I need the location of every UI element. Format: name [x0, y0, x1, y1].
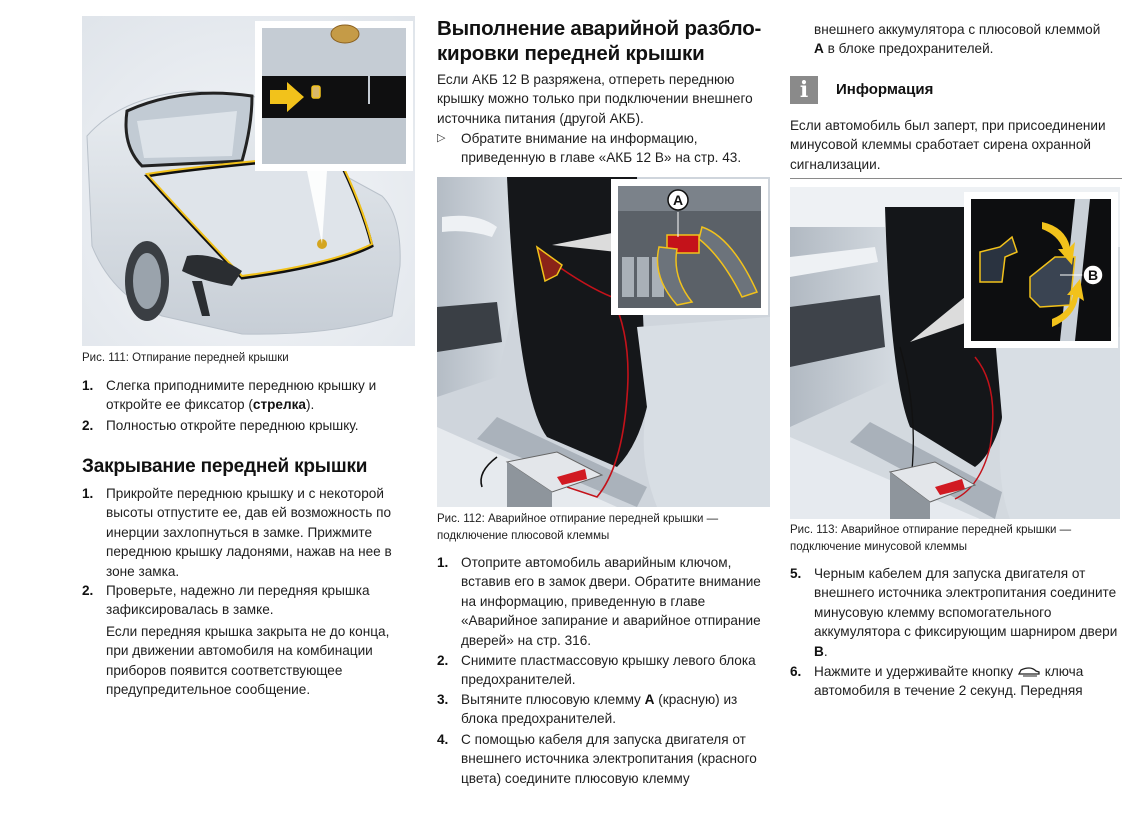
step-number: 4.	[437, 732, 449, 747]
step-text: С помощью кабеля для запуска двигателя от внешнего источника электропитания (красного цвета) соедините плюсовую клемму	[461, 732, 757, 786]
car-trunk-key-icon	[1017, 665, 1041, 677]
figure-113-image	[790, 187, 1120, 519]
info-title: Информация	[836, 81, 934, 98]
step-number: 6.	[790, 664, 802, 679]
step-number: 1.	[437, 555, 449, 570]
section-title-emergency-unlock	[437, 16, 777, 66]
step-6	[790, 662, 1125, 701]
step-text: Слегка приподнимите переднюю крышку и откройте ее фиксатор (	[106, 378, 377, 413]
step-text: Отоприте автомобиль аварийным ключом, вставив его в замок двери. Обратите внимание на информацию, приведенную в главе «Аварийное запирание и аварийное отпирание дверей» на стр. 316.	[461, 555, 761, 648]
triangle-bullet-icon: ▷	[437, 132, 446, 144]
step-number: 3.	[437, 692, 449, 707]
figure-113-label: B	[1087, 267, 1099, 283]
step-note: Если передняя крышка закрыта не до конца, при движении автомобиля на комбинации приборов появится соответствующее предупредительное сообщение.	[106, 623, 390, 698]
step-number: 2.	[437, 653, 449, 668]
step-text-bold: A	[644, 692, 655, 707]
step-text: ключа автомобиля в течение 2 секунд. Передняя	[814, 664, 1084, 699]
step-number: 1.	[82, 486, 94, 501]
figure-113-caption: Рис. 113: Аварийное отпирание передней крышки — подключение минусовой клеммы	[790, 524, 1072, 553]
step-text: Снимите пластмассовую крышку левого блока предохранителей.	[461, 653, 756, 688]
step-number: 2.	[82, 583, 94, 598]
step-text: Полностью откройте переднюю крышку.	[106, 418, 359, 433]
step-text: ).	[305, 397, 315, 413]
step-3	[437, 690, 772, 729]
continuation-text	[814, 20, 1129, 59]
continuation-line: в блоке предохранителей.	[823, 41, 994, 57]
figure-111-caption: Рис. 111: Отпирание передней крышки	[82, 352, 289, 364]
continuation-line: внешнего аккумулятора с плюсовой клеммой	[814, 22, 1101, 37]
step-text: Проверьте, надежно ли передняя крышка зафиксировалась в замке.	[106, 583, 370, 618]
close-step-1	[82, 484, 407, 581]
info-icon: i	[790, 76, 818, 104]
step-text: Нажмите и удерживайте кнопку	[814, 664, 1017, 679]
info-text: Если автомобиль был заперт, при присоединении минусовой клеммы сработает сирена охранной сигнализации.	[790, 118, 1106, 172]
step-number: 5.	[790, 566, 802, 581]
step-4	[437, 730, 772, 788]
step-2	[82, 416, 412, 435]
step-text: Прикройте переднюю крышку и с некоторой высоты отпустите ее, дав ей возможность по инерции захлопнуться в замке. Прижмите переднюю крышку ладонями, нажав на нее в зоне замка.	[106, 486, 392, 579]
step-text: Вытяните плюсовую клемму	[461, 692, 645, 707]
close-step-2	[82, 581, 407, 699]
step-text: (красную) из блока предохранителей.	[461, 692, 738, 727]
step-1	[82, 376, 412, 415]
section-title-close-hood: Закрывание передней крышки	[82, 456, 368, 477]
figure-112-label: A	[672, 192, 684, 208]
step-text-bold: стрелка	[252, 397, 306, 413]
figure-111-image	[82, 16, 415, 346]
step-number: 2.	[82, 418, 94, 433]
title-line: Выполнение аварийной разбло-	[437, 17, 762, 40]
figure-112-caption: Рис. 112: Аварийное отпирание передней крышки — подключение плюсовой клеммы	[437, 513, 719, 542]
title-line: кировки передней крышки	[437, 42, 705, 65]
info-divider	[790, 178, 1122, 179]
step-1	[437, 553, 772, 650]
step-text: Черным кабелем для запуска двигателя от внешнего источника электропитания соедините минусовую клемму вспомогательного аккумулятора с фиксирующим шарниром двери	[814, 566, 1118, 640]
continuation-bold: A	[814, 41, 824, 57]
step-number: 1.	[82, 378, 94, 393]
bullet-text: Обратите внимание на информацию, приведенную в главе «АКБ 12 В» на стр. 43.	[461, 131, 742, 166]
figure-112-image	[437, 177, 770, 507]
note-bullet	[437, 129, 762, 168]
step-5	[790, 564, 1125, 661]
step-text: .	[823, 643, 828, 659]
step-text-bold: B	[814, 643, 824, 659]
intro-paragraph: Если АКБ 12 В разряжена, отпереть переднюю крышку можно только при подключении внешнего источника питания (другой АКБ).	[437, 72, 753, 126]
step-2	[437, 651, 772, 690]
